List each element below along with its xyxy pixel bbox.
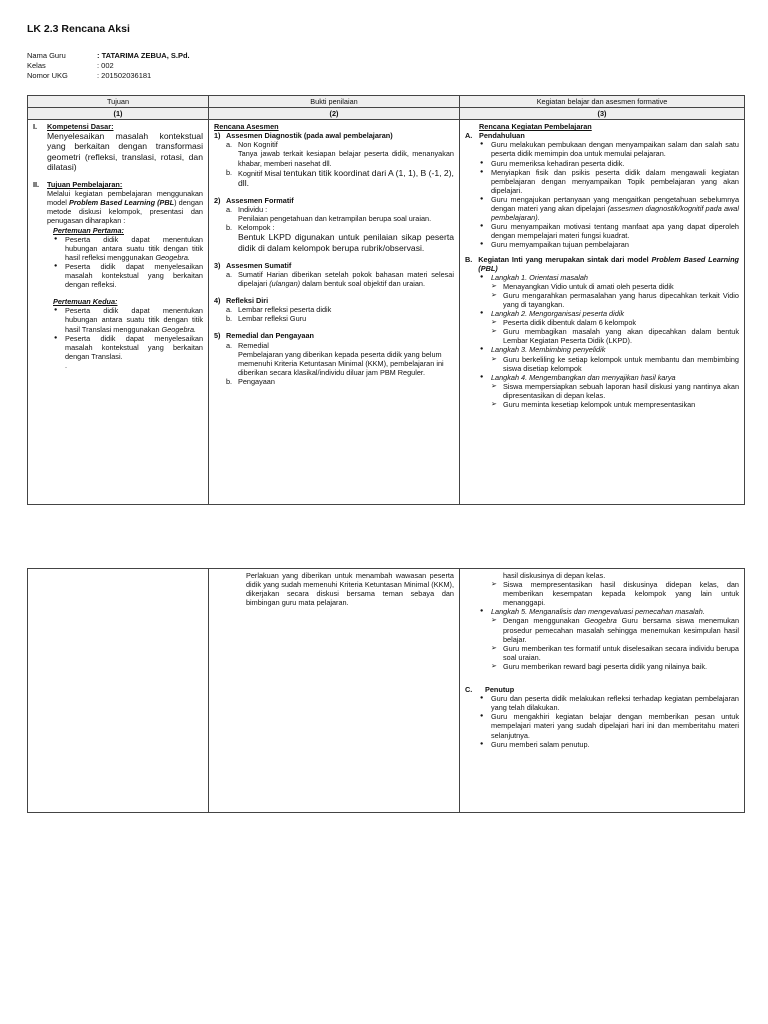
kegiatan-cell [460,120,745,505]
text: tentukan titik koordinat dari A (1, 1), B (-1, 2), dll. [238,167,454,188]
rencana-asesmen-title: Rencana Asesmen [214,122,279,132]
letter: A. [465,131,473,141]
diagnostik-a [226,140,454,149]
langkah-3: ● Langkah 3. Membimbing penyelidik [479,345,739,354]
list-item: ● Guru melakukan pembukaan dengan menyampaikan salam dan salah satu peserta didik memimpin doa untuk memulai pelajaran. [479,140,739,158]
list-item: ● Peserta didik dapat menyelesaikan masalah kontekstual yang berkaitan dengan refleksi. [53,262,203,289]
text: Guru mengajukan pertanyaan yang mengaitkan pengetahuan sebelumnya dengan materi yang akan dipelajari [491,194,739,214]
pertemuan-kedua-list [53,306,203,361]
pertemuan-kedua-title: Pertemuan Kedua: [53,297,118,307]
kompetensi-dasar-section [33,122,203,131]
list-item: ● Guru menyampaikan motivasi tentang manfaat apa yang dapat diperoleh dengan mempelajari materi fungsi kuadrat. [479,222,739,240]
letter: B. [465,254,473,264]
letter: C. [465,685,473,695]
continued-line: hasil diskusinya di depan kelas. [503,571,606,580]
list-item: ● Menyiapkan fisik dan psikis peserta didik dalam mengawali kegiatan pembelajaran dengan menyampaikan Topik pembelajaran yang akan dipelajari. [479,168,739,195]
heading-model: Problem Based Learning (PBL) [478,254,739,273]
tujuan-intro [47,189,203,225]
teacher-info [27,51,190,82]
asesmen-formatif-heading [214,196,454,205]
penutup-list [479,694,739,749]
text: ) dengan metode diskusi kelompok, presentasi dan penugasan diharapkan : [47,198,204,226]
list-item: ➢ Guru memberikan reward bagi peserta didik yang nilainya baik. [491,662,739,671]
model-name: Problem Based Learning (PBL [68,198,175,208]
formatif-a-text: Penilaian pengetahuan dan ketrampilan berupa soal uraian. [238,214,432,224]
meta-key: Nomor UKG [27,71,68,81]
content-row-continued [28,569,745,813]
list-item: ● Peserta didik dapat menyelesaikan masalah kontekstual yang berkaitan dengan Translasi. [53,334,203,361]
list-item: ➢ Guru berkeliling ke setiap kelompok untuk membantu dan membimbing siswa disetiap kelompok [491,355,739,373]
meta-key: Nama Guru [27,51,66,60]
trailing-period: . [65,360,68,370]
letter: a. [226,305,233,315]
heading: Pendahuluan [479,131,525,141]
header-tujuan: Tujuan [28,96,209,108]
remedial-a [226,341,454,350]
col-num-3: (3) [460,108,745,120]
tujuan-cell-empty [28,569,209,813]
text: Geogebra. [161,324,197,334]
text: Dengan menggunakan [503,616,585,626]
formatif-b [226,223,454,232]
col-num-1: (1) [28,108,209,120]
heading: Kegiatan Inti yang merupakan sintak dari model [478,254,652,264]
text: (ulangan) [269,279,301,289]
number: 4) [214,296,221,306]
langkah-4: ● Langkah 4. Mengembangkan dan menyajikan hasil karya [479,373,739,382]
letter: a. [226,205,233,215]
list-item [53,306,203,333]
langkah-1: ● Langkah 1. Orientasi masalah [479,273,739,282]
bukti-cell-continued [209,569,460,813]
heading: Refleksi Diri [226,296,269,306]
list-item: ➢ Guru mengarahkan permasalahan yang harus dipecahkan terkait Vidio yang di tayangkan. [491,291,739,309]
langkah-4-items-continued [491,580,739,607]
text: Melalui kegiatan pembelajaran menggunakan model [47,189,203,208]
text: Geogebra [584,616,617,626]
tujuan-cell [28,120,209,505]
kompetensi-dasar-text: Menyelesaikan masalah kontekstual yang berkaitan dengan transformasi geometri (refleksi, translasi, rotasi, dan dilatasi) [47,131,203,172]
list-item: ➢ Guru meminta kesetiap kelompok untuk mempresentasikan [491,400,739,409]
text: Non Kognitif [238,140,278,150]
pengayaan-text: Perlakuan yang diberikan untuk menambah wawasan peserta didik yang sudah memenuhi Kriteria Ketuntasan Minimal (KKM), dikerjakan secara diskusi bersama teman sebaya dan bimbingan guru mata pelajaran. [246,571,454,608]
heading: Assesmen Formatif [226,196,294,206]
letter: a. [226,269,233,279]
list-item: ➢ Guru memberikan tes formatif untuk diselesaikan secara individu berupa soal uraian. [491,644,739,662]
meta-row-nama [27,51,190,61]
list-item: ➢ Peserta didik dibentuk dalam 6 kelompok [491,318,739,327]
text: Peserta didik dapat menentukan hubungan antara suatu titik dengan titik hasil refleksi menggunakan [65,234,203,262]
list-item [491,616,739,643]
penutup-heading [465,685,739,694]
list-item [479,195,739,222]
letter: b. [226,314,233,324]
section-title: Tujuan Pembelajaran: [47,180,123,190]
letter: b. [226,167,233,177]
letter: b. [226,223,233,233]
heading: Assesmen Sumatif [226,260,292,270]
letter: a. [226,340,233,350]
langkah-5-wrap [479,607,739,616]
bukti-cell [209,120,460,505]
page-title: LK 2.3 Rencana Aksi [27,23,130,35]
langkah-2-wrap [479,309,739,318]
content-row [28,120,745,505]
header-kegiatan: Kegiatan belajar dan asesmen formative [460,96,745,108]
text: Remedial [238,340,269,350]
list-item: ➢ Guru membagikan masalah yang akan dipecahkan dalam bentuk Lembar Kegiatan Peserta Didik (LKPD). [491,327,739,345]
list-item: ● Guru dan peserta didik melakukan refleksi terhadap kegiatan pembelajaran yang telah dilakukan. [479,694,739,712]
langkah-2: ● Langkah 2. Mengorganisasi peserta didik [479,309,739,318]
number: 5) [214,331,221,341]
remedial-a-text: Pembelajaran yang diberikan kepada peserta didik yang belum memenuhi Kriteria Ketuntasan Minimal (KKM), pembelajaran ini diberikan secara klasikal/individu diluar jam PBM Reguler. [238,349,444,377]
section-number: I. [33,122,38,132]
section-title: Kompetensi Dasar: [47,122,114,132]
remedial-heading [214,331,454,340]
langkah-2-items [491,318,739,345]
kegiatan-cell-continued [460,569,745,813]
number: 1) [214,131,221,141]
refleksi-b [226,314,454,323]
number: 3) [214,260,221,270]
kegiatan-inti-heading [465,255,739,273]
langkah-3-items [491,355,739,373]
meta-row-ukg [27,71,190,81]
meta-value: : 002 [97,61,114,71]
section-number: II. [33,180,40,190]
letter: a. [226,140,233,150]
pertemuan-pertama-title: Pertemuan Pertama: [53,225,124,235]
column-number-row [28,108,745,120]
formatif-b-text: Bentuk LKPD digunakan untuk penilaian sikap peserta didik di dalam kelompok berupa rubrik/observasi. [238,232,454,253]
langkah-1-items [491,282,739,309]
text: Geogebra. [155,252,190,262]
text: Kelompok : [238,223,275,233]
list-item: ● Guru mengakhiri kegiatan belajar dengan memberikan pesan untuk mempelajari materi yang sudah dipelajari hari ini dan memberitahu materi selanjutnya. [479,712,739,739]
action-plan-table-continued [27,568,745,813]
rencana-kegiatan-title: Rencana Kegiatan Pembelajaran [479,122,592,132]
action-plan-table [27,95,745,505]
tujuan-pembelajaran-section [33,180,203,189]
heading: Assesmen Diagnostik (pada awal pembelajaran) [226,131,393,141]
list-item: ➢ Siswa mempresentasikan hasil diskusinya didepan kelas, dan memberikan kesempatan kepada kelompok yang lain untuk menanggapi. [491,580,739,607]
text: Sumatif Harian diberikan setelah pokok bahasan materi selesai dipelajari [238,269,454,289]
langkah-list [479,273,739,282]
refleksi-a [226,305,454,314]
text: (assesmen diagnostik/kognitif pada awal pembelajaran). [491,204,739,223]
meta-row-kelas [27,61,190,71]
list-item [53,235,203,262]
header-row [28,96,745,108]
asesmen-diagnostik-heading [214,131,454,140]
list-item: ● Guru memberi salam penutup. [479,740,739,749]
diagnostik-a-text: Tanya jawab terkait kesiapan belajar peserta didik, menanyakan khabar, memberi nasehat dll. [238,149,454,168]
list-item: ➢ Menayangkan Vidio untuk di amati oleh peserta didik [491,282,739,291]
list-item: ● Guru memeriksa kehadiran peserta didik. [479,159,739,168]
list-item: ● Guru memyampaikan tujuan pembelajaran [479,240,739,249]
number: 2) [214,196,221,206]
pendahuluan-list [479,140,739,249]
pertemuan-pertama-list [53,235,203,290]
text: Peserta didik dapat menentukan hubungan antara suatu titik dengan titik hasil Translasi menggunakan [65,306,203,334]
langkah-5: ● Langkah 5. Menganalisis dan mengevaluasi pemecahan masalah. [479,607,739,616]
text: Kognitif Misal [238,168,284,178]
text: dalam bentuk soal objektif dan uraian. [300,279,426,289]
langkah-4-items [491,382,739,409]
diagnostik-b [226,168,454,188]
langkah-5-items [491,616,739,671]
langkah-4-wrap [479,373,739,382]
meta-value: : 201502036181 [97,71,152,81]
sumatif-a [226,270,454,288]
text: Individu : [238,205,268,215]
text: Guru bersama siswa menemukan prosedur pemecahan masalah sehingga menemukan kesimpulan hasil belajar. [503,616,740,644]
pendahuluan-heading [465,131,739,140]
heading: Remedial dan Pengayaan [226,331,315,341]
asesmen-sumatif-heading [214,261,454,270]
col-num-2: (2) [209,108,460,120]
formatif-a [226,205,454,214]
pengayaan-b [226,377,454,386]
langkah-3-wrap [479,345,739,354]
refleksi-diri-heading [214,296,454,305]
meta-key: Kelas [27,61,46,71]
letter: b. [226,376,233,386]
text: Lembar refleksi peserta didik [238,305,332,315]
text: Pengayaan [238,376,275,386]
text: Lembar refleksi Guru [238,314,307,324]
list-item: ➢ Siswa mempersiapkan sebuah laporan hasil diskusi yang nantinya akan dipresentasikan di depan kelas. [491,382,739,400]
meta-value: : TATARIMA ZEBUA, S.Pd. [97,51,190,60]
header-bukti: Bukti penilaian [209,96,460,108]
heading: Penutup [485,685,515,695]
